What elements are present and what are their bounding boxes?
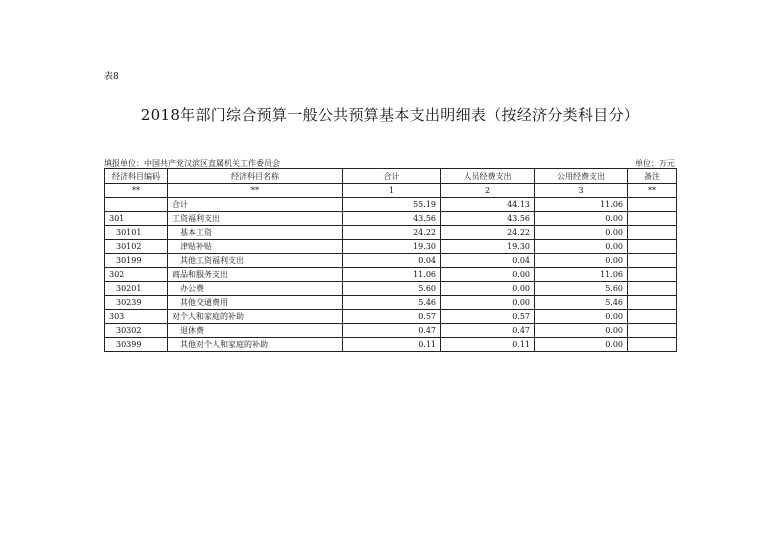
name-cell: 工资福利支出 [168,212,343,226]
public-cell: 0.00 [535,324,628,338]
public-cell: 0.00 [535,338,628,352]
code-cell: 301 [105,212,168,226]
total-cell: 0.47 [343,324,441,338]
note-cell [628,282,677,296]
public-cell: 0.00 [535,310,628,324]
name-cell: 基本工资 [168,226,343,240]
total-cell: 0.11 [343,338,441,352]
name-cell: 办公费 [168,282,343,296]
personnel-cell: 0.57 [441,310,535,324]
table-row [105,324,677,338]
personnel-cell: 24.22 [441,226,535,240]
header-total: 合计 [343,169,441,184]
unit-label: 单位：万元 [635,159,675,168]
personnel-cell: 43.56 [441,212,535,226]
header-personnel: 人员经费支出 [441,169,535,184]
code-cell [105,198,168,212]
personnel-cell: 0.00 [441,282,535,296]
total-cell: 55.19 [343,198,441,212]
code-cell: 30201 [105,282,168,296]
name-cell: 商品和服务支出 [168,268,343,282]
public-cell: 11.06 [535,268,628,282]
note-cell [628,268,677,282]
personnel-cell: 0.47 [441,324,535,338]
total-cell: 24.22 [343,226,441,240]
table-row [105,212,677,226]
total-cell: 11.06 [343,268,441,282]
header-note: 备注 [628,169,677,184]
index-cell: 3 [535,184,628,198]
name-cell: 对个人和家庭的补助 [168,310,343,324]
table-row [105,268,677,282]
name-cell: 其他工资福利支出 [168,254,343,268]
personnel-cell: 0.00 [441,268,535,282]
name-cell: 津贴补贴 [168,240,343,254]
public-cell: 0.00 [535,226,628,240]
index-row [105,184,677,198]
total-cell: 0.57 [343,310,441,324]
code-cell: 30102 [105,240,168,254]
public-cell: 5.60 [535,282,628,296]
note-cell [628,198,677,212]
name-cell: 其他交通费用 [168,296,343,310]
note-cell [628,296,677,310]
name-cell: 合计 [168,198,343,212]
name-cell: 退休费 [168,324,343,338]
note-cell [628,226,677,240]
header-name: 经济科目名称 [168,169,343,184]
table-row [105,226,677,240]
code-cell: 30239 [105,296,168,310]
note-cell [628,324,677,338]
note-cell [628,240,677,254]
table-row [105,282,677,296]
note-cell [628,338,677,352]
personnel-cell: 44.13 [441,198,535,212]
index-cell: 1 [343,184,441,198]
public-cell: 11.06 [535,198,628,212]
name-cell: 其他对个人和家庭的补助 [168,338,343,352]
header-code: 经济科目编码 [105,169,168,184]
note-cell [628,254,677,268]
note-cell [628,212,677,226]
total-cell: 19.30 [343,240,441,254]
header-row [105,169,677,184]
note-cell [628,310,677,324]
public-cell: 0.00 [535,212,628,226]
personnel-cell: 0.00 [441,296,535,310]
public-cell: 0.00 [535,254,628,268]
table-row [105,240,677,254]
index-cell: 2 [441,184,535,198]
total-cell: 5.60 [343,282,441,296]
reporting-unit: 填报单位：中国共产党汉滨区直属机关工作委员会 [104,159,280,168]
total-cell: 43.56 [343,212,441,226]
code-cell: 30399 [105,338,168,352]
page-title: 2018年部门综合预算一般公共预算基本支出明细表（按经济分类科目分） [140,106,640,124]
personnel-cell: 0.11 [441,338,535,352]
public-cell: 0.00 [535,240,628,254]
total-cell: 0.04 [343,254,441,268]
code-cell: 303 [105,310,168,324]
personnel-cell: 0.04 [441,254,535,268]
code-cell: 302 [105,268,168,282]
table-row [105,310,677,324]
table-row [105,254,677,268]
personnel-cell: 19.30 [441,240,535,254]
code-cell: 30199 [105,254,168,268]
public-cell: 5.46 [535,296,628,310]
code-cell: 30302 [105,324,168,338]
index-cell: ** [168,184,343,198]
table-row [105,338,677,352]
code-cell: 30101 [105,226,168,240]
table-row [105,198,677,212]
index-cell: ** [628,184,677,198]
total-cell: 5.46 [343,296,441,310]
table-row [105,296,677,310]
table-number: 表8 [104,72,119,82]
index-cell: ** [105,184,168,198]
expenditure-table [104,168,677,352]
header-public: 公用经费支出 [535,169,628,184]
